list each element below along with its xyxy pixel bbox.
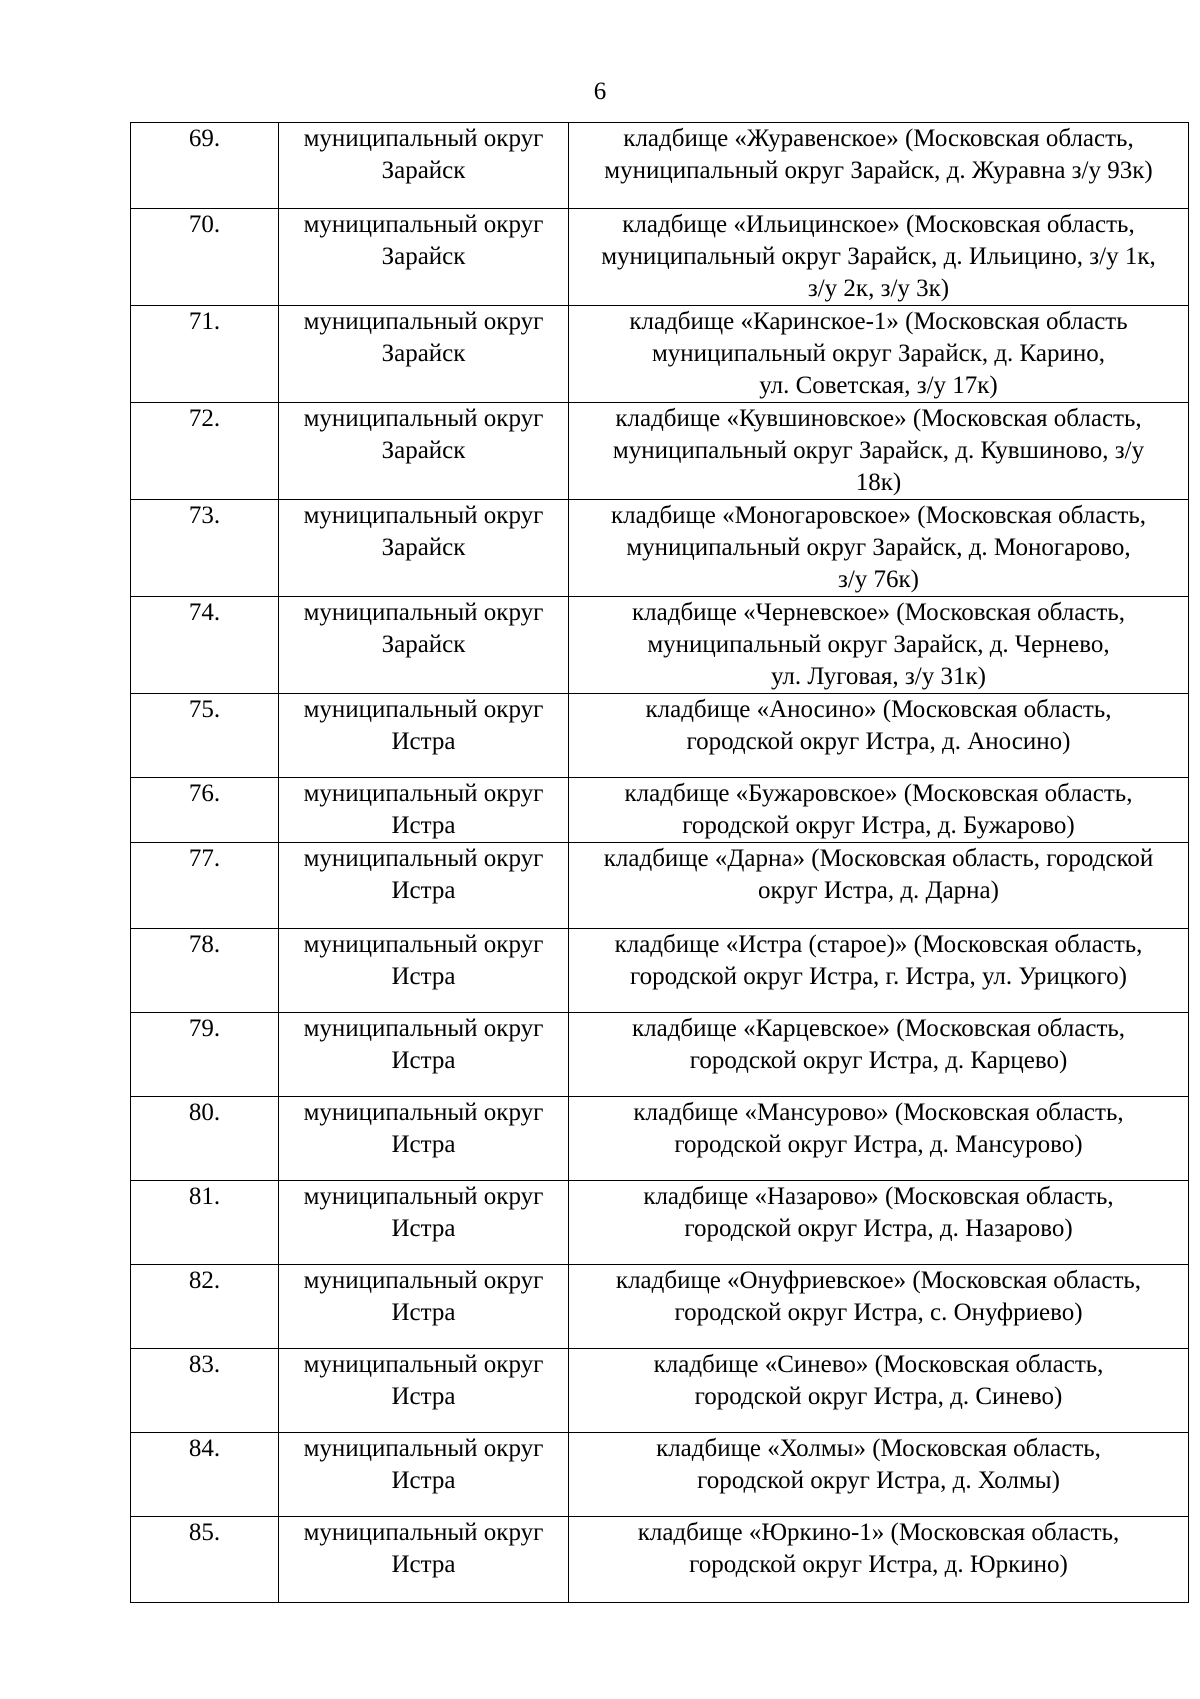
district-line: Истра	[391, 963, 456, 990]
district-line: Истра	[391, 1383, 456, 1410]
cemetery-line: кладбище «Синево» (Московская область,	[653, 1351, 1104, 1378]
district-line: Зарайск	[381, 243, 466, 270]
row-number: 77.	[131, 843, 279, 929]
cemetery-line: муниципальный округ Зарайск, д. Ильицино, з/у 1к,	[601, 243, 1156, 270]
cemetery-cell	[569, 1517, 1189, 1603]
table-row	[131, 1265, 1189, 1349]
district-line: муниципальный округ	[303, 502, 544, 529]
district-cell	[279, 123, 569, 209]
table-row	[131, 1013, 1189, 1097]
cemetery-line: кладбище «Кувшиновское» (Московская область,	[615, 405, 1142, 432]
cemetery-line: городской округ Истра, д. Аносино)	[686, 728, 1071, 755]
district-line: Истра	[391, 1299, 456, 1326]
table-row	[131, 1517, 1189, 1603]
district-line: муниципальный округ	[303, 599, 544, 626]
table-row	[131, 1349, 1189, 1433]
table-row	[131, 500, 1189, 597]
district-line: муниципальный округ	[303, 845, 544, 872]
row-number: 82.	[131, 1265, 279, 1349]
table-row	[131, 843, 1189, 929]
cemetery-line: кладбище «Карцевское» (Московская область,	[631, 1015, 1126, 1042]
cemetery-line: муниципальный округ Зарайск, д. Кувшиново, з/у	[612, 437, 1145, 464]
cemetery-line: 18к)	[855, 469, 902, 496]
cemetery-line: кладбище «Юркино-1» (Московская область,	[637, 1519, 1120, 1546]
district-line: Зарайск	[381, 631, 466, 658]
cemetery-cell	[569, 1265, 1189, 1349]
district-line: муниципальный округ	[303, 1183, 544, 1210]
table-row	[131, 694, 1189, 778]
district-line: муниципальный округ	[303, 1267, 544, 1294]
cemetery-line: кладбище «Холмы» (Московская область,	[656, 1435, 1101, 1462]
district-cell	[279, 403, 569, 500]
district-line: Зарайск	[381, 340, 466, 367]
cemetery-line: кладбище «Аносино» (Московская область,	[645, 696, 1112, 723]
district-line: Истра	[391, 877, 456, 904]
district-line: Зарайск	[381, 157, 466, 184]
district-line: Истра	[391, 1047, 456, 1074]
district-cell	[279, 843, 569, 929]
district-line: муниципальный округ	[303, 1351, 544, 1378]
cemetery-line: городской округ Истра, г. Истра, ул. Урицкого)	[630, 963, 1127, 990]
cemetery-line: кладбище «Мансурово» (Московская область,	[633, 1099, 1124, 1126]
cemetery-line: кладбище «Черневское» (Московская область,	[632, 599, 1125, 626]
district-line: муниципальный округ	[303, 125, 544, 152]
cemetery-line: городской округ Истра, д. Бужарово)	[682, 812, 1075, 839]
district-line: муниципальный округ	[303, 308, 544, 335]
district-line: Истра	[391, 1467, 456, 1494]
row-number: 69.	[131, 123, 279, 209]
row-number: 81.	[131, 1181, 279, 1265]
district-cell	[279, 1349, 569, 1433]
cemetery-line: городской округ Истра, д. Юркино)	[689, 1551, 1068, 1578]
district-line: муниципальный округ	[303, 1015, 544, 1042]
cemetery-line: з/у 76к)	[837, 566, 920, 593]
district-line: Зарайск	[381, 437, 466, 464]
cemetery-line: муниципальный округ Зарайск, д. Журавна з/у 93к)	[604, 157, 1153, 184]
district-line: муниципальный округ	[303, 1435, 544, 1462]
cemetery-cell	[569, 1433, 1189, 1517]
row-number: 76.	[131, 778, 279, 843]
district-line: муниципальный округ	[303, 1519, 544, 1546]
row-number: 72.	[131, 403, 279, 500]
district-line: муниципальный округ	[303, 1099, 544, 1126]
page-number: 6	[593, 78, 607, 105]
cemetery-line: городской округ Истра, д. Холмы)	[697, 1467, 1060, 1494]
district-line: муниципальный округ	[303, 405, 544, 432]
table-row	[131, 123, 1189, 209]
district-line: муниципальный округ	[303, 931, 544, 958]
cemetery-line: городской округ Истра, д. Мансурово)	[674, 1131, 1083, 1158]
table-row	[131, 597, 1189, 694]
cemetery-line: муниципальный округ Зарайск, д. Моногарово,	[626, 534, 1131, 561]
district-cell	[279, 209, 569, 306]
district-line: Истра	[391, 1215, 456, 1242]
table-row	[131, 306, 1189, 403]
table-row	[131, 778, 1189, 843]
table-row	[131, 403, 1189, 500]
cemetery-cell	[569, 123, 1189, 209]
cemetery-line: кладбище «Моногаровское» (Московская область,	[611, 502, 1146, 529]
table-body	[131, 123, 1189, 1603]
cemetery-cell	[569, 1349, 1189, 1433]
district-line: Истра	[391, 812, 456, 839]
cemetery-line: кладбище «Дарна» (Московская область, городской	[603, 845, 1154, 872]
cemetery-cell	[569, 843, 1189, 929]
cemetery-line: кладбище «Журавенское» (Московская область,	[623, 125, 1134, 152]
cemetery-cell	[569, 500, 1189, 597]
district-cell	[279, 929, 569, 1013]
district-cell	[279, 778, 569, 843]
district-line: Зарайск	[381, 534, 466, 561]
cemetery-line: муниципальный округ Зарайск, д. Чернево,	[647, 631, 1110, 658]
cemetery-cell	[569, 694, 1189, 778]
cemetery-line: городской округ Истра, д. Синево)	[694, 1383, 1063, 1410]
cemetery-cell	[569, 1181, 1189, 1265]
district-cell	[279, 1097, 569, 1181]
row-number: 74.	[131, 597, 279, 694]
cemetery-cell	[569, 597, 1189, 694]
district-cell	[279, 1517, 569, 1603]
cemetery-line: кладбище «Истра (старое)» (Московская область,	[614, 931, 1143, 958]
district-line: муниципальный округ	[303, 780, 544, 807]
row-number: 71.	[131, 306, 279, 403]
cemetery-cell	[569, 209, 1189, 306]
table-row	[131, 1181, 1189, 1265]
row-number: 85.	[131, 1517, 279, 1603]
cemetery-line: з/у 2к, з/у 3к)	[807, 275, 950, 302]
row-number: 70.	[131, 209, 279, 306]
row-number: 79.	[131, 1013, 279, 1097]
cemetery-line: городской округ Истра, д. Назарово)	[684, 1215, 1073, 1242]
row-number: 83.	[131, 1349, 279, 1433]
cemetery-line: кладбище «Каринское-1» (Московская область	[629, 308, 1128, 335]
district-cell	[279, 500, 569, 597]
cemetery-registry-table	[130, 122, 1189, 1603]
cemetery-cell	[569, 778, 1189, 843]
table-row	[131, 209, 1189, 306]
cemetery-cell	[569, 1013, 1189, 1097]
district-line: муниципальный округ	[303, 696, 544, 723]
cemetery-line: кладбище «Назарово» (Московская область,	[643, 1183, 1114, 1210]
cemetery-line: ул. Луговая, з/у 31к)	[771, 663, 986, 690]
district-line: Истра	[391, 1131, 456, 1158]
table-row	[131, 1433, 1189, 1517]
district-line: Истра	[391, 1551, 456, 1578]
district-cell	[279, 694, 569, 778]
cemetery-line: ул. Советская, з/у 17к)	[759, 372, 998, 399]
cemetery-line: кладбище «Бужаровское» (Московская область,	[624, 780, 1133, 807]
district-cell	[279, 306, 569, 403]
table-row	[131, 1097, 1189, 1181]
cemetery-line: кладбище «Онуфриевское» (Московская область,	[615, 1267, 1142, 1294]
district-cell	[279, 1265, 569, 1349]
cemetery-line: городской округ Истра, д. Карцево)	[689, 1047, 1068, 1074]
cemetery-line: муниципальный округ Зарайск, д. Карино,	[651, 340, 1106, 367]
cemetery-cell	[569, 306, 1189, 403]
cemetery-line: городской округ Истра, с. Онуфриево)	[674, 1299, 1083, 1326]
cemetery-cell	[569, 403, 1189, 500]
district-cell	[279, 1433, 569, 1517]
row-number: 73.	[131, 500, 279, 597]
district-cell	[279, 1013, 569, 1097]
district-line: муниципальный округ	[303, 211, 544, 238]
district-cell	[279, 597, 569, 694]
cemetery-cell	[569, 1097, 1189, 1181]
table-row	[131, 929, 1189, 1013]
district-line: Истра	[391, 728, 456, 755]
cemetery-line: округ Истра, д. Дарна)	[758, 877, 999, 904]
row-number: 84.	[131, 1433, 279, 1517]
row-number: 80.	[131, 1097, 279, 1181]
row-number: 78.	[131, 929, 279, 1013]
cemetery-cell	[569, 929, 1189, 1013]
cemetery-line: кладбище «Ильицинское» (Московская область,	[622, 211, 1135, 238]
district-cell	[279, 1181, 569, 1265]
row-number: 75.	[131, 694, 279, 778]
